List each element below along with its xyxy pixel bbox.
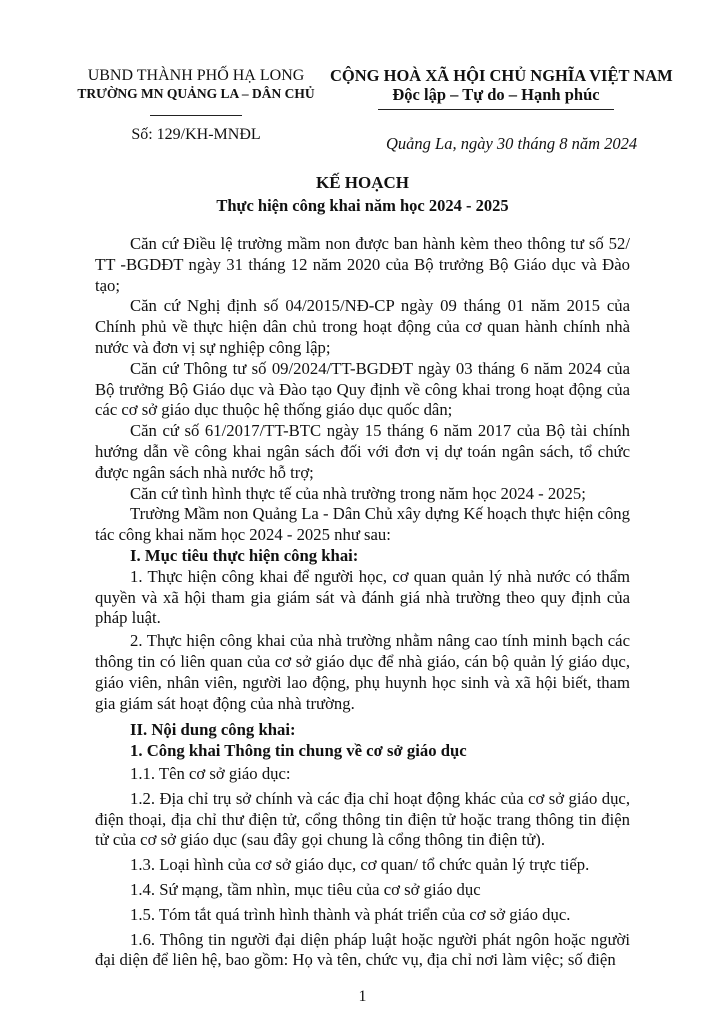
issuing-authority-block xyxy=(68,66,324,144)
content-item xyxy=(95,855,630,876)
legal-basis-paragraph xyxy=(95,234,630,296)
page-number: 1 xyxy=(358,988,367,1005)
legal-basis-paragraph xyxy=(95,421,630,483)
text-line: điện thoại, địa chỉ thư điện tử, cổng thông tin điện tử hoặc trang thông tin điện xyxy=(95,809,630,829)
text-line: được ngân sách nhà nước hỗ trợ; xyxy=(95,462,314,482)
content-item xyxy=(95,905,630,926)
text-line: tạo; xyxy=(95,275,121,295)
authority-name: UBND THÀNH PHỐ HẠ LONG xyxy=(87,67,305,84)
text-line: 1.2. Địa chỉ trụ sở chính và các địa chỉ hoạt động khác của cơ sở giáo dục, xyxy=(130,788,630,808)
legal-basis-paragraph xyxy=(95,504,630,546)
text-line: tác công khai năm học 2024 - 2025 như sau: xyxy=(95,525,391,545)
objective-item xyxy=(95,631,630,714)
text-line: giáo viên, nhân viên, người lao động, phụ huynh học sinh và xã hội biết, tham xyxy=(95,672,630,692)
document-number: Số: 129/KH-MNĐL xyxy=(131,126,261,143)
text-line: 1.6. Thông tin người đại diện pháp luật hoặc người phát ngôn hoặc người xyxy=(130,929,630,949)
text-line: tử của cơ sở giáo dục (sau đây gọi chung là cổng thông tin điện tử). xyxy=(95,830,546,850)
nation-name: CỘNG HOÀ XÃ HỘI CHỦ NGHĨA VIỆT NAM xyxy=(330,66,673,85)
text-line: hướng dẫn về công khai ngân sách đối với đơn vị dự toán ngân sách, tổ chức xyxy=(95,441,630,461)
text-line: 1. Thực hiện công khai để người học, cơ quan quản lý nhà nước có thẩm xyxy=(130,566,630,586)
text-line: pháp luật. xyxy=(95,608,161,628)
text-line: Trường Mầm non Quảng La - Dân Chủ xây dựng Kế hoạch thực hiện công xyxy=(130,504,630,524)
legal-basis-paragraph xyxy=(95,296,630,358)
place-date: Quảng La, ngày 30 tháng 8 năm 2024 xyxy=(386,134,638,153)
text-line: Căn cứ Nghị định số 04/2015/NĐ-CP ngày 09 tháng 01 năm 2015 của xyxy=(130,296,630,316)
text-line: 1.3. Loại hình của cơ sở giáo dục, cơ quan/ tổ chức quản lý trực tiếp. xyxy=(130,855,590,875)
text-line: 2. Thực hiện công khai của nhà trường nhằm nâng cao tính minh bạch các xyxy=(130,631,630,651)
national-motto: Độc lập – Tự do – Hạnh phúc xyxy=(392,85,600,104)
national-header-block xyxy=(330,66,673,110)
content-item xyxy=(95,764,630,785)
divider xyxy=(378,109,614,110)
text-line: 1.4. Sứ mạng, tầm nhìn, mục tiêu của cơ sở giáo dục xyxy=(130,879,481,899)
content-item xyxy=(95,789,630,851)
text-line: Căn cứ Thông tư số 09/2024/TT-BGDĐT ngày 03 tháng 6 năm 2024 của xyxy=(130,358,630,378)
text-line: Căn cứ số 61/2017/TT-BTC ngày 15 tháng 6 năm 2017 của Bộ tài chính xyxy=(130,421,630,441)
text-line: gia giám sát hoạt động của nhà trường. xyxy=(95,693,355,713)
content-item xyxy=(95,930,630,972)
text-line: Căn cứ Điều lệ trường mầm non được ban hành kèm theo thông tư số 52/ xyxy=(130,234,630,253)
text-line: 1.5. Tóm tắt quá trình hình thành và phát triển của cơ sở giáo dục. xyxy=(130,904,571,924)
legal-basis-paragraph xyxy=(95,359,630,421)
text-line: quyền và xã hội tham gia giám sát và đánh giá nhà trường theo quy định của xyxy=(95,587,630,607)
text-line: 1.1. Tên cơ sở giáo dục: xyxy=(130,763,291,783)
text-line: nước và đơn vị sự nghiệp công lập; xyxy=(95,337,331,357)
subsection-heading: 1. Công khai Thông tin chung về cơ sở giáo dục xyxy=(130,741,467,761)
divider xyxy=(150,115,242,116)
content-item xyxy=(95,880,630,901)
text-line: đại diện để liên hệ, bao gồm: Họ và tên, chức vụ, địa chỉ nơi làm việc; số điện xyxy=(95,950,616,970)
text-line: TT -BGDĐT ngày 31 tháng 12 năm 2020 của Bộ trưởng Bộ Giáo dục và Đào xyxy=(95,254,630,274)
text-line: Căn cứ tình hình thực tế của nhà trường trong năm học 2024 - 2025; xyxy=(130,483,586,503)
document-body xyxy=(95,234,630,971)
school-name: TRƯỜNG MN QUẢNG LA – DÂN CHỦ xyxy=(77,86,315,101)
text-line: Chính phủ về thực hiện dân chủ trong hoạt động của cơ quan hành chính nhà xyxy=(95,317,630,337)
legal-basis-paragraph xyxy=(95,484,630,505)
document-title: KẾ HOẠCH xyxy=(315,173,410,192)
document-subtitle: Thực hiện công khai năm học 2024 - 2025 xyxy=(216,196,509,215)
section-heading: II. Nội dung công khai: xyxy=(130,720,296,740)
text-line: Bộ trưởng Bộ Giáo dục và Đào tạo Quy định về công khai trong hoạt động của xyxy=(95,379,630,399)
objective-item xyxy=(95,567,630,629)
text-line: thông tin có liên quan của cơ sở giáo dục để nhà giáo, cán bộ quản lý giáo dục, xyxy=(95,651,630,671)
section-heading: I. Mục tiêu thực hiện công khai: xyxy=(130,545,359,565)
text-line: các cơ sở giáo dục thuộc hệ thống giáo dục quốc dân; xyxy=(95,400,453,420)
